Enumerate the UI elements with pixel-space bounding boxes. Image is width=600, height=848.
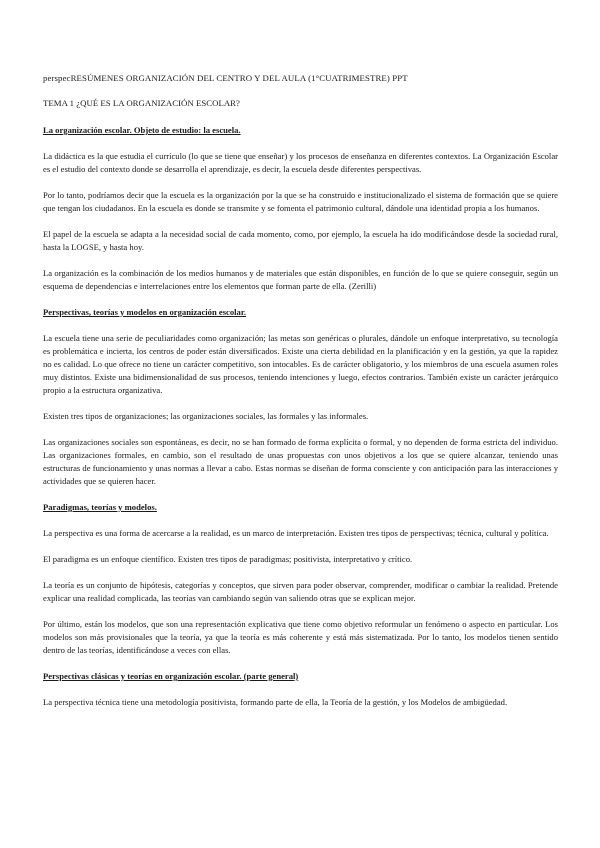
section-heading: Perspectivas, teorías y modelos en organización escolar. (43, 307, 247, 317)
paragraph: Las organizaciones sociales son espontáneas, es decir, no se han formado de forma explícita o formal, y no dependen de forma estricta del individuo. Las organizaciones formales, en cambio, son el resultado de unas propuestas con unos objetivos a los que se quiere alcanzar, teniendo unas estructuras de funcionamiento y unas normas a llevar a cabo. Estas normas se diseñan de forma consciente y con anticipación para las interacciones y actividades que se quieren hacer. (43, 437, 558, 486)
paragraph: La didáctica es la que estudia el currículo (lo que se tiene que enseñar) y los procesos de enseñanza en diferentes contextos. La Organización Escolar es el estudio del contexto donde se desarrolla el aprendizaje, es decir, la escuela desde diferentes perspectivas. (43, 151, 558, 174)
paragraph: Por lo tanto, podríamos decir que la escuela es la organización por la que se ha construido e institucionalizado el sistema de formación que se quiere que tengan los ciudadanos. En la escuela es donde se transmite y se fomenta el patrimonio cultural, dándole una identidad propia a los humanos. (43, 190, 558, 213)
section-heading: Paradigmas, teorías y modelos. (43, 502, 157, 512)
section-heading: Perspectivas clásicas y teorías en organización escolar. (parte general) (43, 671, 299, 681)
section-heading: La organización escolar. Objeto de estudio: la escuela. (43, 125, 241, 135)
paragraph: El papel de la escuela se adapta a la necesidad social de cada momento, como, por ejemplo, la escuela ha ido modificándose desde la sociedad rural, hasta la LOGSE, y hasta hoy. (43, 229, 558, 252)
paragraph: La escuela tiene una serie de peculiaridades como organización; las metas son genéricas o plurales, dándole un enfoque interpretativo, su tecnología es problemática e incierta, los centros de poder están diversificados. Existe una cierta debilidad en la planificación y en la gestión, ya que la rapidez no es calidad. Lo que ofrece no tiene un carácter competitivo, son intocables. Es de carácter obligatorio, y los miembros de una escuela asumen roles muy distintos. Existe una bidimensionalidad de sus procesos, teniendo intenciones y luego, efectos contrarios. También existe un carácter jerárquico propio a la estructura organizativa. (43, 333, 558, 395)
paragraph: Por último, están los modelos, que son una representación explicativa que tiene como objetivo reformular un fenómeno o aspecto en particular. Los modelos son más provisionales que la teoría, ya que la teoría es más coherente y está más sistematizada. Por lo tanto, los modelos tienen sentido dentro de las teorías, identificándose a veces con ellas. (43, 619, 558, 655)
paragraph: La perspectiva es una forma de acercarse a la realidad, es un marco de interpretación. Existen tres tipos de perspectivas; técnica, cultural y política. (43, 528, 549, 538)
paragraph: La organización es la combinación de los medios humanos y de materiales que están disponibles, en función de lo que se quiere conseguir, según un esquema de dependencias e interrelaciones entre los elementos que forman parte de ella. (Zerilli) (43, 268, 558, 291)
paragraph: El paradigma es un enfoque científico. Existen tres tipos de paradigmas; positivista, interpretativo y crítico. (43, 554, 413, 564)
document-title: perspecRESÚMENES ORGANIZACIÓN DEL CENTRO Y DEL AULA (1°CUATRIMESTRE) PPT (43, 73, 408, 83)
paragraph: La perspectiva técnica tiene una metodología positivista, formando parte de ella, la Teoría de la gestión, y los Modelos de ambigüedad. (43, 697, 508, 707)
document-subtitle: TEMA 1 ¿QUÉ ES LA ORGANIZACIÓN ESCOLAR? (43, 98, 240, 108)
document-body (43, 72, 558, 722)
paragraph: La teoría es un conjunto de hipótesis, categorías y conceptos, que sirven para poder observar, comprender, modificar o cambiar la realidad. Pretende explicar una realidad complicada, las teorías van cambiando según van saliendo otras que se explican mejor. (43, 580, 558, 603)
paragraph: Existen tres tipos de organizaciones; las organizaciones sociales, las formales y las informales. (43, 411, 369, 421)
